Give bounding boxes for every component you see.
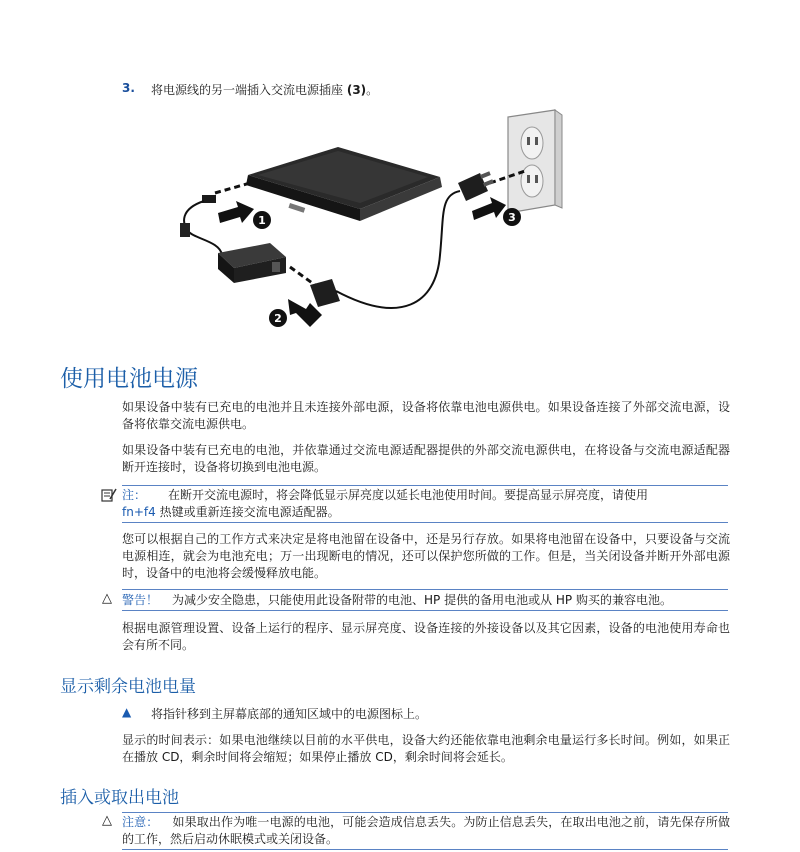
note-text: 在断开交流电源时，将会降低显示屏亮度以延长电池使用时间。要提高显示屏亮度，请使用 bbox=[168, 488, 649, 502]
bullet-triangle-icon: ▲ bbox=[122, 705, 132, 719]
step-number: 3. bbox=[122, 81, 135, 95]
paragraph: 您可以根据自己的工作方式来决定是将电池留在设备中，还是另行存放。如果将电池留在设备中，只要设备与交流电源相连，就会为电池充电；万一出现断电的情况，还可以保护您所做的工作。但是，当关闭设备并断开外部电源时，设备中的电池将会缓慢释放电能。 bbox=[122, 532, 730, 580]
note-bottom-rule bbox=[122, 522, 728, 523]
caution-bottom-rule bbox=[122, 849, 728, 850]
arrow-3 bbox=[472, 197, 506, 220]
power-connection-illustration bbox=[150, 105, 570, 345]
paragraph: 如果设备中装有已充电的电池并且未连接外部电源，设备将依靠电池电源供电。如果设备连接了外部交流电源，设备将依靠交流电源供电。 bbox=[122, 400, 730, 431]
paragraph: 根据电源管理设置、设备上运行的程序、显示屏亮度、设备连接的外接设备以及其它因素，设备的电池使用寿命也会有所不同。 bbox=[122, 621, 730, 652]
note-top-rule bbox=[122, 485, 728, 486]
laptop bbox=[246, 147, 442, 221]
svg-text:1: 1 bbox=[258, 214, 266, 227]
note-icon bbox=[101, 488, 117, 502]
caution-top-rule bbox=[122, 812, 728, 813]
section-title-battery-power: 使用电池电源 bbox=[60, 366, 198, 392]
note-block bbox=[122, 487, 730, 521]
note-text-continued: 热键或重新连接交流电源适配器。 bbox=[159, 505, 340, 519]
arrow-1 bbox=[218, 201, 254, 223]
step-text bbox=[151, 81, 378, 98]
caution-block bbox=[122, 814, 730, 848]
warning-text: 为减少安全隐患，只能使用此设备附带的电池、HP 提供的备用电池或从 HP 购买的兼容电池。 bbox=[172, 593, 672, 607]
svg-text:2: 2 bbox=[274, 312, 282, 325]
warning-icon: △ bbox=[102, 591, 112, 606]
svg-text:3: 3 bbox=[508, 211, 516, 224]
callout-2 bbox=[269, 309, 287, 327]
note-label: 注： bbox=[122, 488, 147, 502]
section-title-remaining-charge: 显示剩余电池电量 bbox=[60, 677, 196, 697]
step-text-end: 。 bbox=[366, 83, 379, 97]
ac-adapter bbox=[218, 243, 286, 283]
wall-outlet bbox=[508, 110, 562, 213]
ac-cord-plug bbox=[310, 279, 340, 307]
caution-icon: △ bbox=[102, 813, 112, 828]
warning-bottom-rule bbox=[122, 610, 728, 611]
step-callout-ref: (3) bbox=[346, 83, 367, 97]
bullet-text: 将指针移到主屏幕底部的通知区域中的电源图标上。 bbox=[151, 707, 428, 721]
power-plug bbox=[458, 171, 494, 201]
step-text-main: 将电源线的另一端插入交流电源插座 bbox=[151, 83, 344, 97]
paragraph: 显示的时间表示：如果电池继续以目前的水平供电，设备大约还能依靠电池剩余电量运行多长时间。例如，如果正在播放 CD，剩余时间将会缩短；如果停止播放 CD，剩余时间将会延长。 bbox=[122, 733, 730, 764]
caution-text: 如果取出作为唯一电源的电池，可能会造成信息丢失。为防止信息丢失，在取出电池之前，请先保存所做的工作，然后启动休眠模式或关闭设备。 bbox=[122, 815, 730, 846]
warning-block bbox=[122, 592, 730, 609]
caution-label: 注意： bbox=[122, 815, 159, 829]
paragraph: 如果设备中装有已充电的电池，并依靠通过交流电源适配器提供的外部交流电源供电，在将设备与交流电源适配器断开连接时，设备将切换到电池电源。 bbox=[122, 443, 730, 474]
fn-f4-hotkey: fn+f4 bbox=[122, 505, 156, 519]
warning-top-rule bbox=[122, 589, 728, 590]
callout-1 bbox=[253, 211, 271, 229]
callout-3 bbox=[503, 208, 521, 226]
section-title-insert-remove-battery: 插入或取出电池 bbox=[60, 788, 179, 808]
ferrite-bead bbox=[180, 223, 190, 237]
warning-label: 警告！ bbox=[122, 593, 159, 607]
